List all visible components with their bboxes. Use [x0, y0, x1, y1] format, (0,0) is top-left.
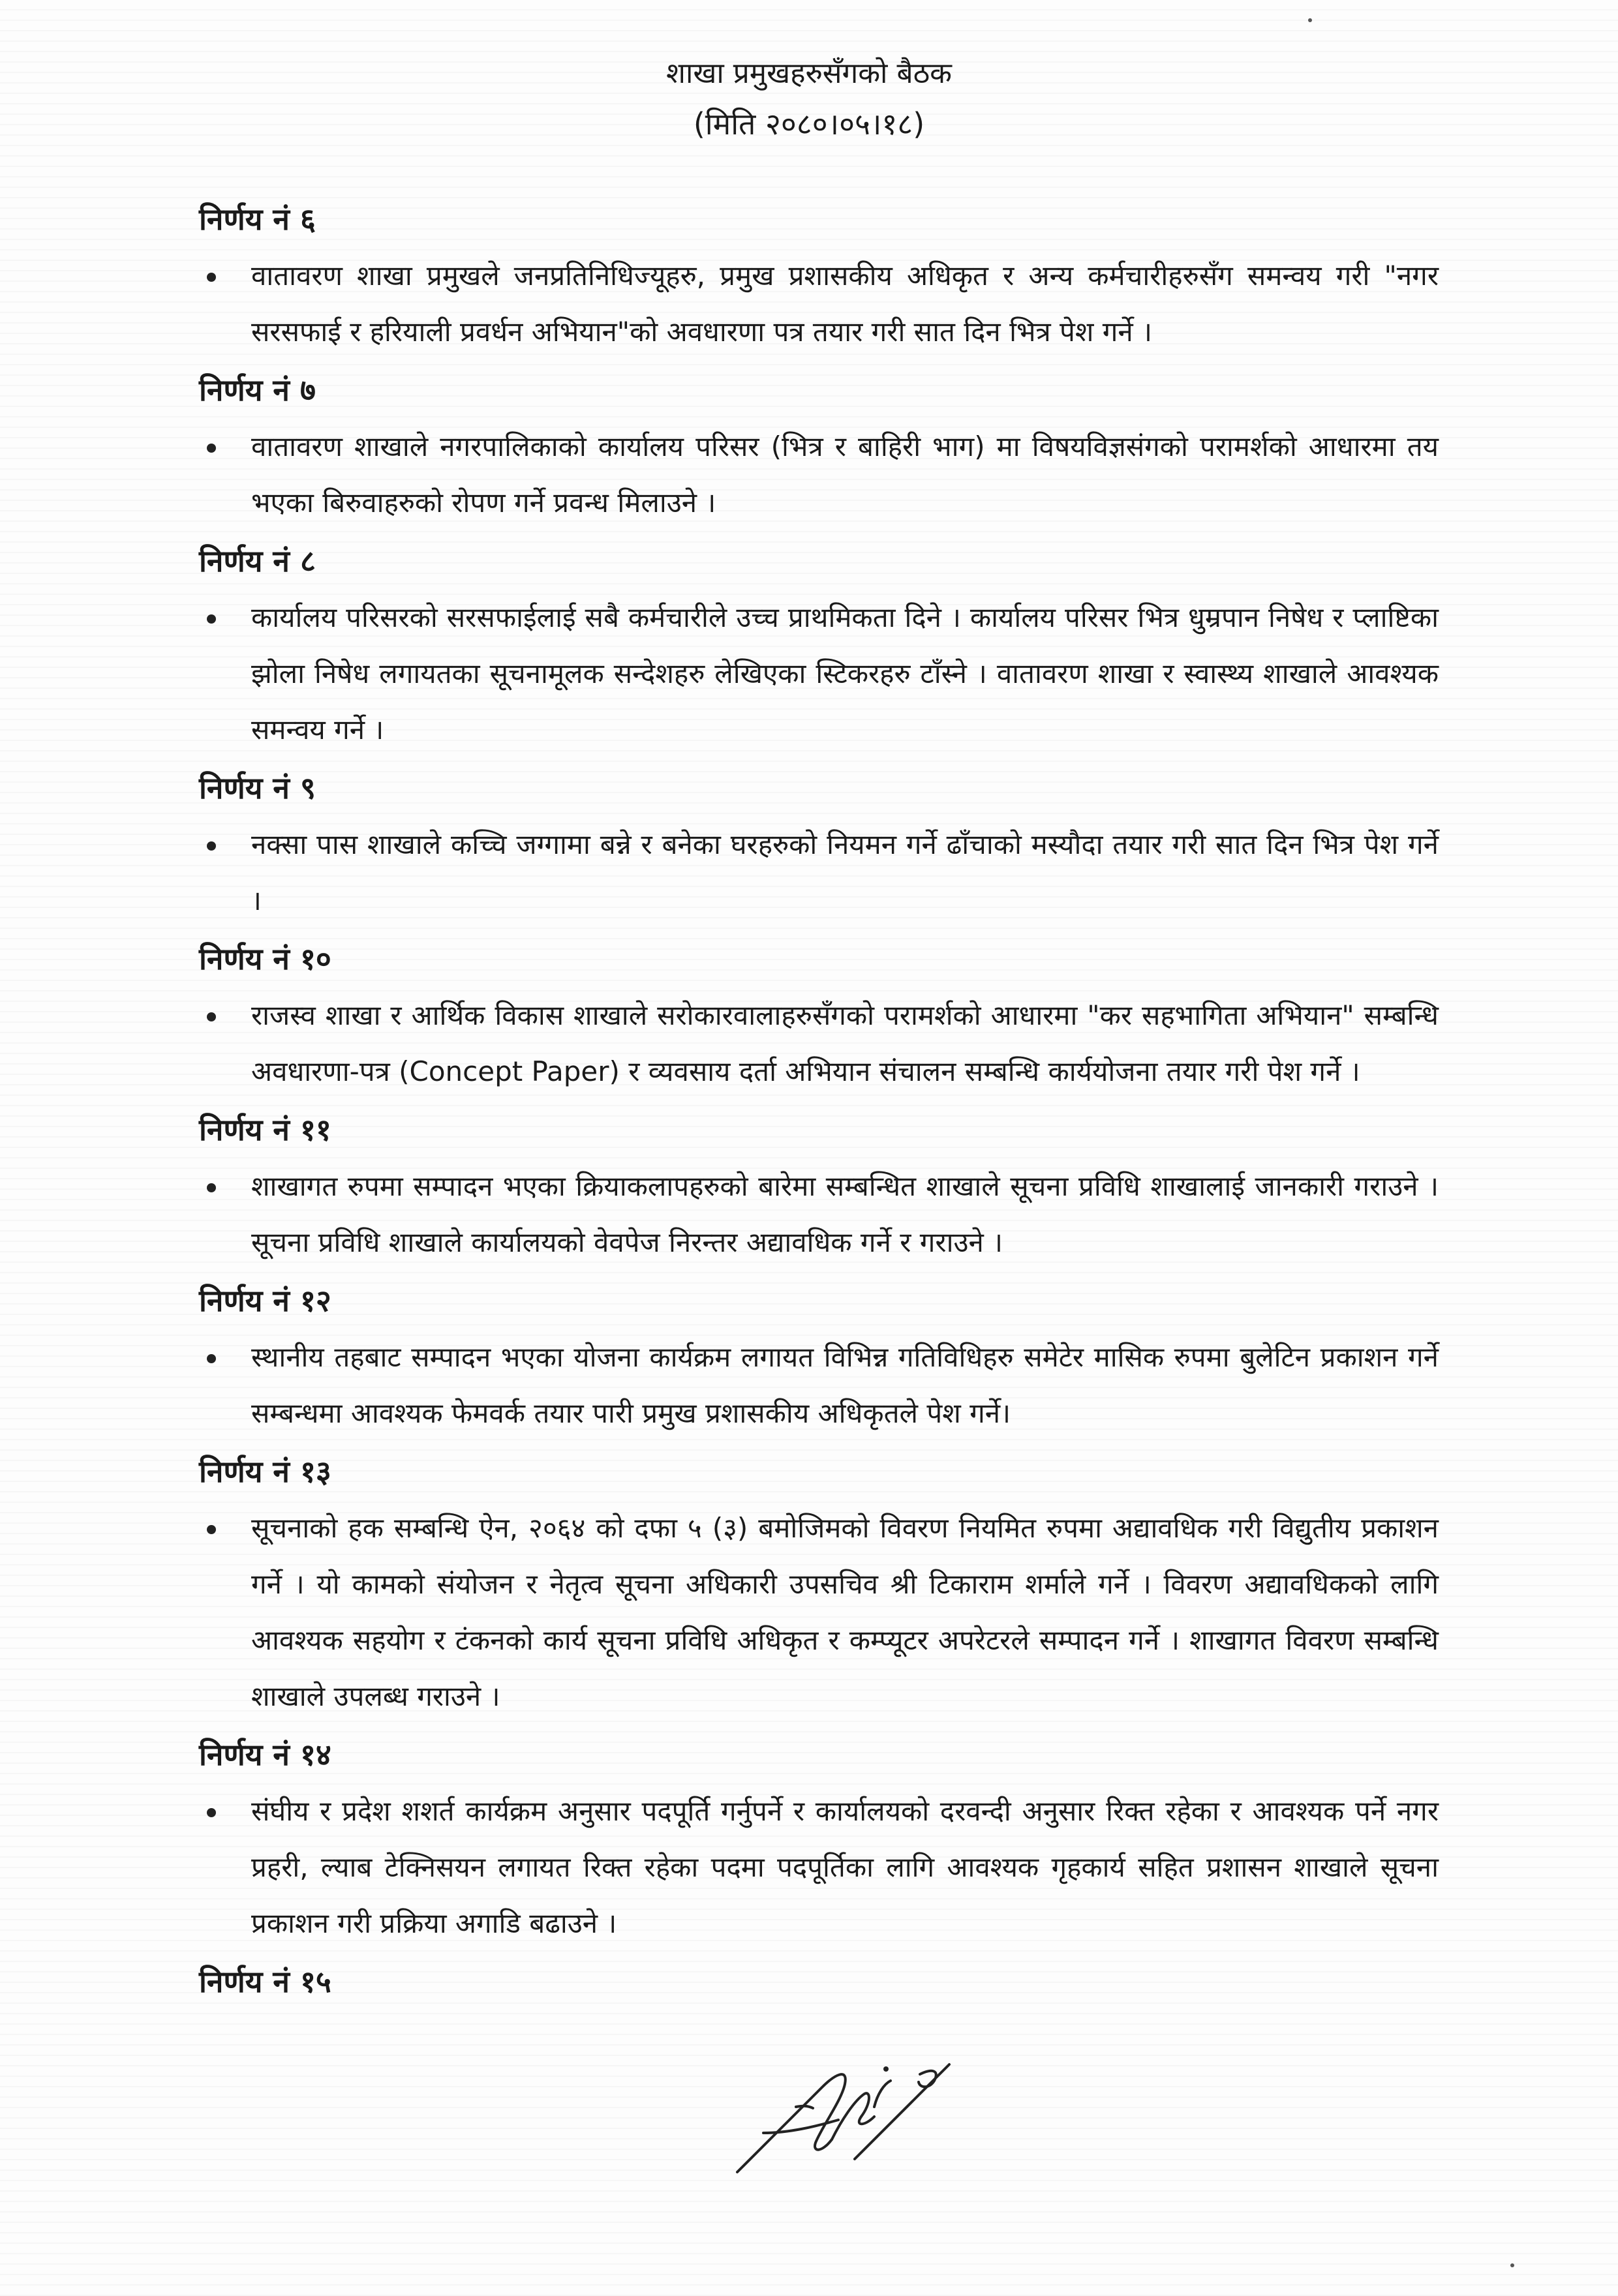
decision-item: [199, 1158, 1439, 1271]
decision-heading: निर्णय नं ८: [199, 543, 316, 579]
signature-image: [724, 2029, 959, 2185]
decision-text: नक्सा पास शाखाले कच्चि जग्गामा बन्ने र बनेका घरहरुको नियमन गर्ने ढाँचाको मस्यौदा तयार गरी सात दिन भित्र पेश गर्ने ।: [251, 828, 1439, 916]
scan-speck: [1308, 18, 1312, 22]
decision-text: स्थानीय तहबाट सम्पादन भएका योजना कार्यक्रम लगायत विभिन्न गतिविधिहरु समेटेर मासिक रुपमा बुलेटिन प्रकाशन गर्ने सम्बन्धमा आवश्यक फेमवर्क तयार पारी प्रमुख प्रशासकीय अधिकृतले पेश गर्ने।: [251, 1341, 1439, 1429]
decision-heading: निर्णय नं ६: [199, 202, 316, 237]
decision-6: [199, 196, 1439, 360]
decision-item: [199, 1783, 1439, 1952]
decision-item: [199, 590, 1439, 758]
decision-item: [199, 988, 1439, 1100]
decision-heading: निर्णय नं १३: [199, 1454, 331, 1489]
decision-heading: निर्णय नं ९: [199, 770, 316, 806]
decision-15: [199, 1958, 1439, 2005]
decision-12: [199, 1277, 1439, 1442]
bullet-icon: [207, 1525, 216, 1534]
bullet-icon: [207, 841, 216, 851]
decision-text: वातावरण शाखा प्रमुखले जनप्रतिनिधिज्यूहरु, प्रमुख प्रशासकीय अधिकृत र अन्य कर्मचारीहरुसँग समन्वय गरी "नगर सरसफाई र हरियाली प्रवर्धन अभियान"को अवधारणा पत्र तयार गरी सात दिन भित्र पेश गर्ने ।: [251, 260, 1439, 348]
decision-9: [199, 764, 1439, 929]
decision-heading: निर्णय नं ७: [199, 372, 316, 408]
decision-item: [199, 419, 1439, 531]
bullet-icon: [207, 1354, 216, 1363]
bullet-icon: [207, 273, 216, 282]
decision-text: कार्यालय परिसरको सरसफाईलाई सबै कर्मचारीले उच्च प्राथमिकता दिने । कार्यालय परिसर भित्र धुम्रपान निषेध र प्लाष्टिका झोला निषेध लगायतका सूचनामूलक सन्देशहरु लेखिएका स्टिकरहरु टाँस्ने । वातावरण शाखा र स्वास्थ्य शाखाले आवश्यक समन्वय गर्ने ।: [251, 601, 1439, 746]
decision-13: [199, 1448, 1439, 1725]
decision-item: [199, 248, 1439, 360]
bullet-icon: [207, 1012, 216, 1021]
decision-heading: निर्णय नं १०: [199, 941, 331, 976]
decision-heading: निर्णय नं १५: [199, 1964, 331, 1999]
decision-11: [199, 1106, 1439, 1271]
decision-heading: निर्णय नं १२: [199, 1283, 331, 1318]
decisions-list: [199, 196, 1439, 2005]
meeting-date: (मिति २०८०।०५।१८): [693, 106, 925, 142]
decision-14: [199, 1731, 1439, 1952]
bullet-icon: [207, 1808, 216, 1817]
scan-speck: [1510, 2263, 1514, 2267]
bullet-icon: [207, 444, 216, 453]
decision-item: [199, 1329, 1439, 1442]
decision-heading: निर्णय नं १४: [199, 1737, 331, 1772]
decision-text: शाखागत रुपमा सम्पादन भएका क्रियाकलापहरुको बारेमा सम्बन्धित शाखाले सूचना प्रविधि शाखालाई जानकारी गराउने । सूचना प्रविधि शाखाले कार्यालयको वेवपेज निरन्तर अद्यावधिक गर्ने र गराउने ।: [251, 1170, 1439, 1258]
decision-text: संघीय र प्रदेश शशर्त कार्यक्रम अनुसार पदपूर्ति गर्नुपर्ने र कार्यालयको दरवन्दी अनुसार रिक्त रहेका र आवश्यक पर्ने नगर प्रहरी, ल्याब टेक्निसयन लगायत रिक्त रहेका पदमा पदपूर्तिका लागि आवश्यक गृहकार्य सहित प्रशासन शाखाले सूचना प्रकाशन गरी प्रक्रिया अगाडि बढाउने ।: [251, 1795, 1439, 1939]
decision-7: [199, 367, 1439, 531]
decision-10: [199, 935, 1439, 1100]
bullet-icon: [207, 614, 216, 624]
decision-heading: निर्णय नं ११: [199, 1112, 331, 1147]
decision-8: [199, 537, 1439, 758]
bullet-icon: [207, 1183, 216, 1192]
decision-text: वातावरण शाखाले नगरपालिकाको कार्यालय परिसर (भित्र र बाहिरी भाग) मा विषयविज्ञसंगको परामर्शको आधारमा तय भएका बिरुवाहरुको रोपण गर्ने प्रवन्ध मिलाउने ।: [251, 430, 1439, 519]
decision-text: राजस्व शाखा र आर्थिक विकास शाखाले सरोकारवालाहरुसँगको परामर्शको आधारमा "कर सहभागिता अभियान" सम्बन्धि अवधारणा-पत्र (Concept Paper) र व्यवसाय दर्ता अभियान संचालन सम्बन्धि कार्ययोजना तयार गरी पेश गर्ने ।: [251, 999, 1439, 1087]
document-title: शाखा प्रमुखहरुसँगको बैठक: [666, 57, 952, 90]
decision-item: [199, 1500, 1439, 1725]
decision-text: सूचनाको हक सम्बन्धि ऐन, २०६४ को दफा ५ (३) बमोजिमको विवरण नियमित रुपमा अद्यावधिक गरी विद्युतीय प्रकाशन गर्ने । यो कामको संयोजन र नेतृत्व सूचना अधिकारी उपसचिव श्री टिकाराम शर्माले गर्ने । विवरण अद्यावधिकको लागि आवश्यक सहयोग र टंकनको कार्य सूचना प्रविधि अधिकृत र कम्प्यूटर अपरेटरले सम्पादन गर्ने । शाखागत विवरण सम्बन्धि शाखाले उपलब्ध गराउने ।: [251, 1512, 1439, 1712]
decision-item: [199, 817, 1439, 929]
